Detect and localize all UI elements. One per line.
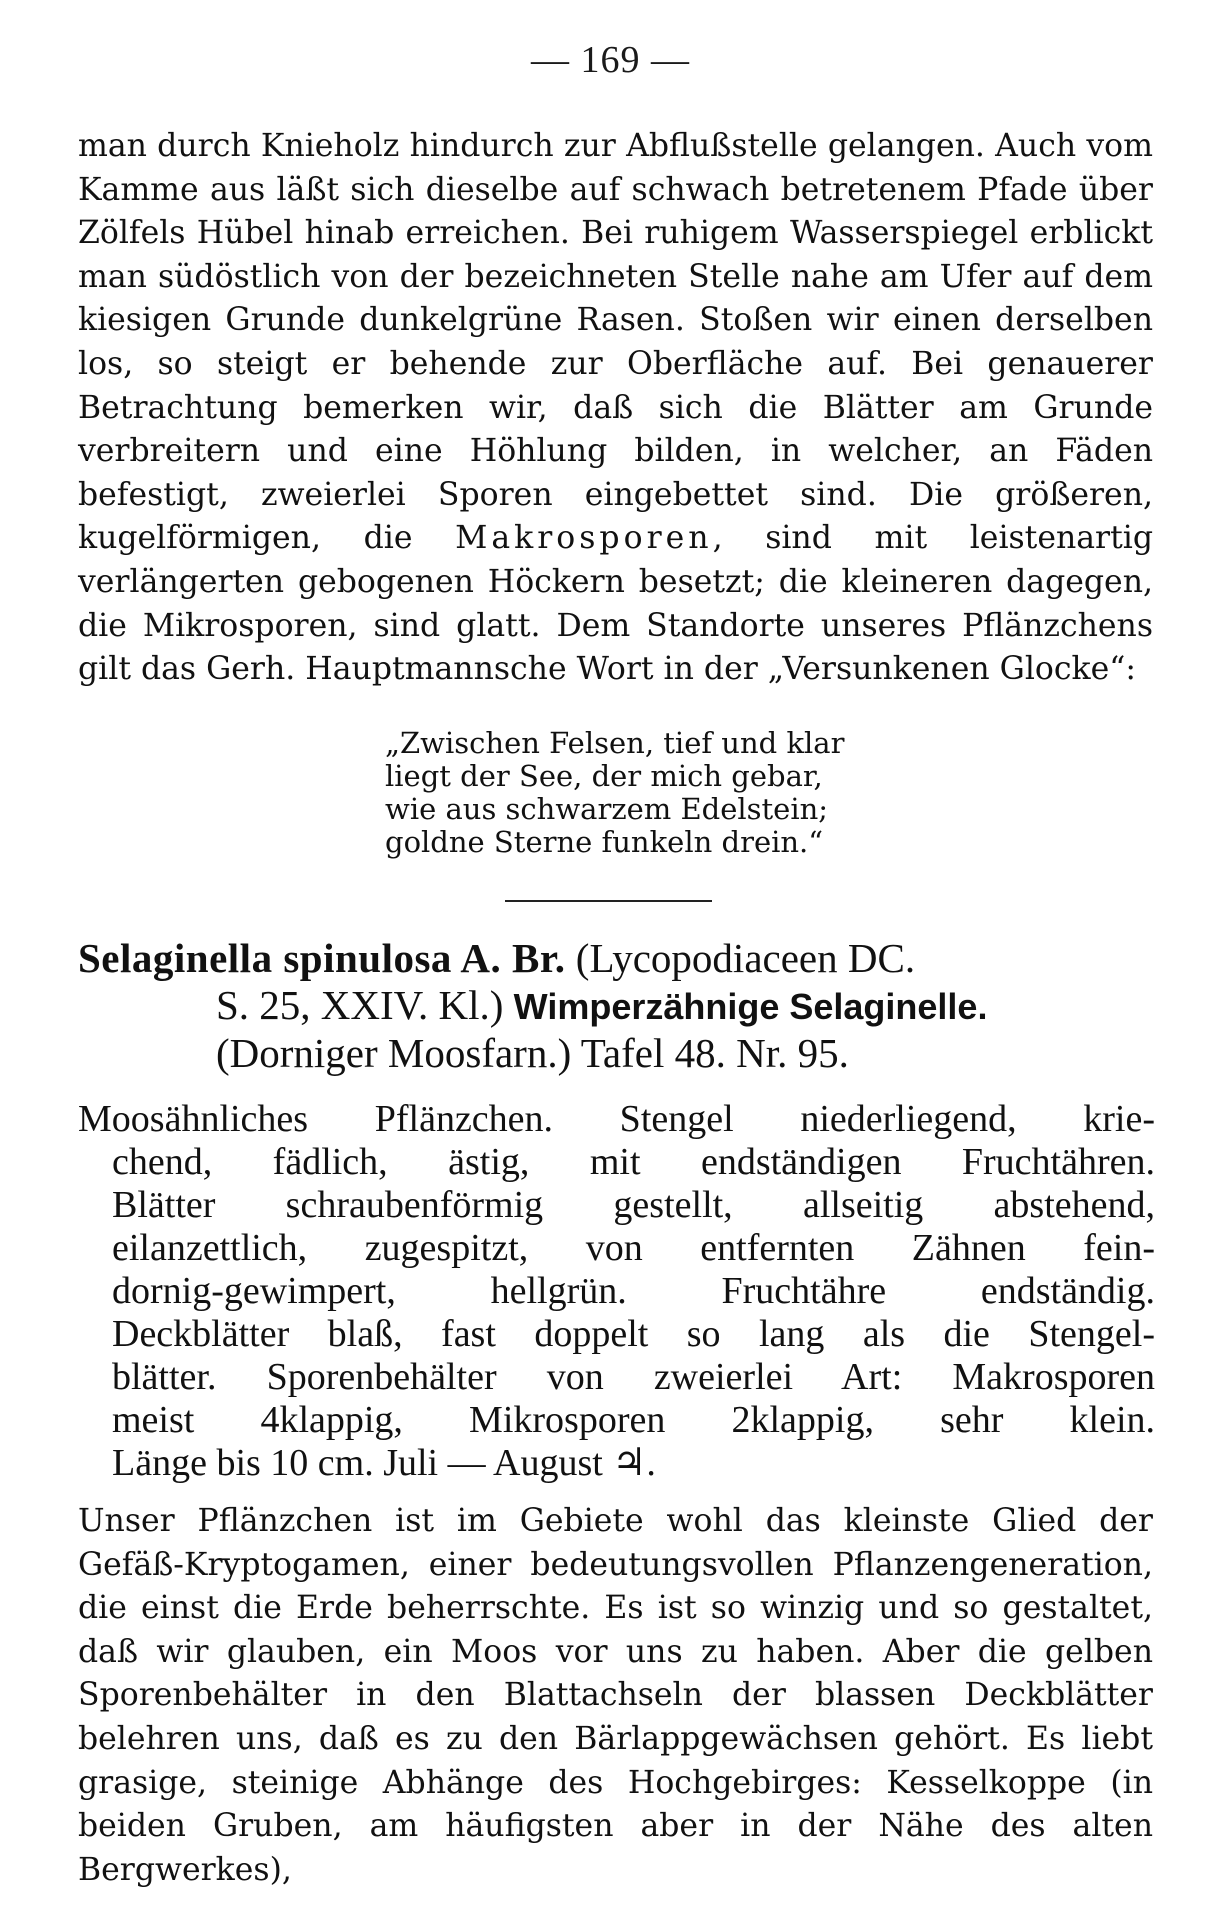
description-line: blätter. Sporenbehälter von zweierlei Art: Makrosporen bbox=[112, 1356, 1155, 1398]
species-heading-line-2 bbox=[78, 982, 1158, 1030]
species-heading-line-1 bbox=[78, 935, 1158, 982]
paragraph-top-text-before: man durch Knieholz hindurch zur Abflußstelle gelangen. Auch vom Kamme aus läßt sich dieselbe auf schwach betretenem Pfade über Zölfels Hübel hinab erreichen. Bei ruhigem Wasserspiegel erblickt man südöstlich von der bezeichneten Stelle nahe am Ufer auf dem kiesigen Grunde dunkelgrüne Rasen. Stoßen wir einen derselben los, so steigt er behende zur Oberfläche auf. Bei genauerer Betrachtung bemerken wir, daß sich die Blätter am Grunde verbreitern und eine Höhlung bilden, in welcher, an Fäden befestigt, zweierlei Sporen eingebettet sind. Die größeren, kugelförmigen, die bbox=[78, 128, 1153, 557]
description-line: Moosähnliches Pflänzchen. Stengel niederliegend, krie- bbox=[78, 1098, 1155, 1140]
spaced-term-makrosporen: Makrosporen bbox=[455, 520, 713, 557]
species-heading bbox=[78, 935, 1158, 1077]
german-name: Wimperzähnige Selaginelle. bbox=[513, 986, 988, 1027]
description-line: Blätter schraubenförmig gestellt, allseitig abstehend, bbox=[112, 1184, 1155, 1226]
paragraph-bottom: Unser Pflänzchen ist im Gebiete wohl das kleinste Glied der Gefäß-Kryptogamen, einer bedeutungsvollen Pflanzengeneration, die einst die Erde beherrschte. Es ist so winzig und so gestaltet, daß wir glauben, ein Moos vor uns zu haben. Aber die gelben Sporenbehälter in den Blattachseln der blassen Deckblätter belehren uns, daß es zu den Bärlappgewächsen gehört. Es liebt grasige, steinige Abhänge des Hochgebirges: Kesselkoppe (in beiden Gruben, am häufigsten aber in der Nähe des alten Bergwerkes), bbox=[78, 1503, 1153, 1888]
family-info: (Lycopodiaceen DC. bbox=[575, 935, 916, 981]
poem-line: „Zwischen Felsen, tief und klar bbox=[385, 726, 845, 760]
poem-quote bbox=[385, 727, 985, 859]
description-line: Deckblätter blaß, fast doppelt so lang als die Stengel- bbox=[112, 1313, 1155, 1355]
species-description bbox=[78, 1098, 1155, 1485]
description-line: meist 4klappig, Mikrosporen 2klappig, sehr klein. bbox=[112, 1399, 1155, 1441]
description-line: eilanzettlich, zugespitzt, von entfernten Zähnen fein- bbox=[112, 1227, 1155, 1269]
section-divider bbox=[505, 900, 712, 902]
poem-line: goldne Sterne funkeln drein.“ bbox=[385, 825, 824, 859]
description-line: dornig-gewimpert, hellgrün. Fruchtähre endständig. bbox=[112, 1270, 1155, 1312]
paragraph-top bbox=[78, 125, 1153, 692]
page-number: — 169 — bbox=[531, 39, 690, 81]
poem-line: liegt der See, der mich gebar, bbox=[385, 759, 823, 793]
latin-name: Selaginella spinulosa A. Br. bbox=[78, 935, 566, 981]
paragraph-top-text-after: , sind mit leistenartig verlängerten gebogenen Höckern besetzt; die kleineren dagegen, die Mikrosporen, sind glatt. Dem Standorte unseres Pflänzchens gilt das Gerh. Hauptmannsche Wort in der „Versunkenen Glocke“: bbox=[78, 520, 1154, 688]
description-line: chend, fädlich, ästig, mit endständigen Fruchtähren. bbox=[112, 1141, 1155, 1183]
description-line: Länge bis 10 cm. Juli — August ♃. bbox=[112, 1442, 656, 1484]
synonym-and-plate: (Dorniger Moosfarn.) Tafel 48. Nr. 95. bbox=[216, 1030, 849, 1076]
poem-line: wie aus schwarzem Edelstein; bbox=[385, 792, 829, 826]
family-info-continued: S. 25, XXIV. Kl.) bbox=[216, 982, 504, 1028]
